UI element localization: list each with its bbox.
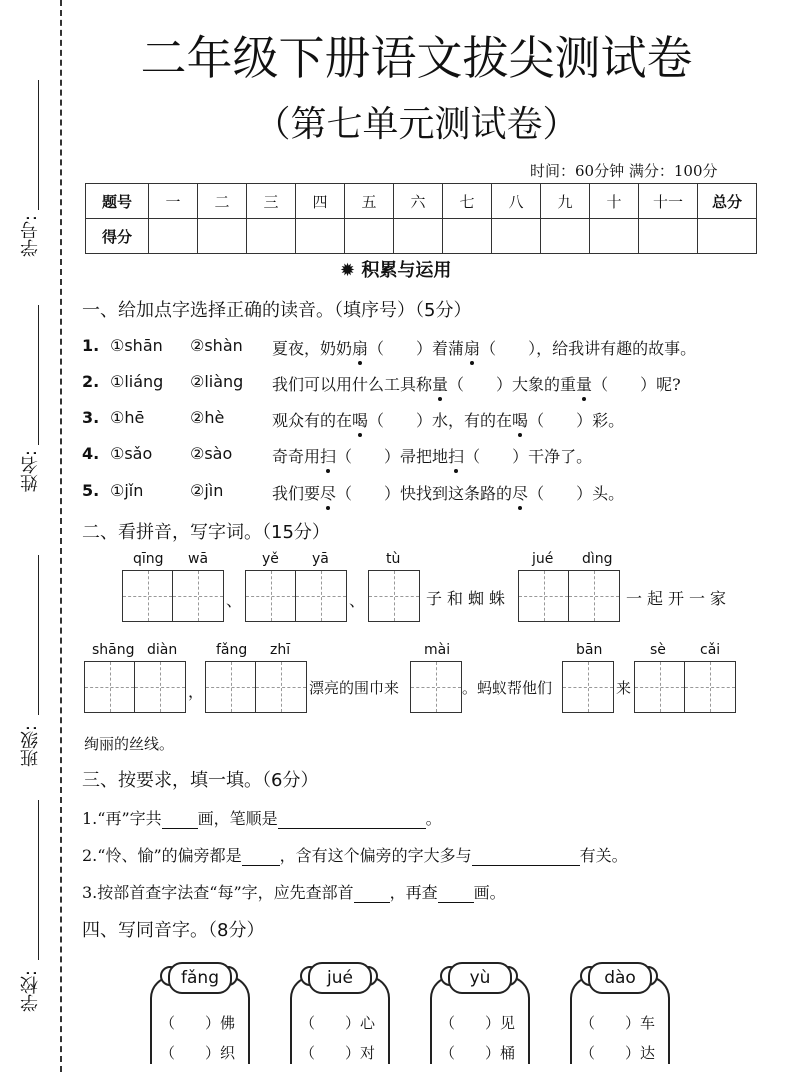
section-banner: ✹ 积累与运用 [340,260,452,281]
score-table-score-row [86,219,757,254]
q1-item: 4. ①sǎo ②sào 奇奇用扫（ ）帚把地扫（ ）干净了。 [82,444,593,466]
answer-blank[interactable] [242,849,280,866]
pinyin-label: tù [386,551,401,567]
class-line [38,555,39,715]
q3-line-1: 1.“再”字共 画，笔顺是 。 [82,809,442,828]
card-pinyin: fǎng [168,962,232,994]
pinyin-label: cǎi [700,642,721,658]
score-input[interactable] [492,219,541,254]
school-label: 学校: [20,970,41,1013]
score-input[interactable] [394,219,443,254]
score-cell: 九 [541,184,590,219]
writing-grid[interactable] [518,570,620,622]
score-cell: 七 [443,184,492,219]
answer-blank[interactable] [278,812,426,829]
binding-dashed-line [60,0,62,1072]
pinyin-label: fǎng [216,642,248,658]
separator: 、 [349,591,366,610]
score-input[interactable] [541,219,590,254]
pinyin-label: shāng [92,642,135,658]
writing-grid[interactable] [562,661,614,713]
pinyin-label: wā [188,551,209,567]
score-cell: 四 [296,184,345,219]
score-input[interactable] [198,219,247,254]
score-cell: 二 [198,184,247,219]
writing-grid[interactable] [634,661,736,713]
score-input[interactable] [639,219,698,254]
answer-blank[interactable] [438,886,474,903]
q2-text: 来 [616,679,632,697]
writing-grid[interactable] [122,570,224,622]
writing-grid[interactable] [368,570,420,622]
q2-text: 。蚂蚁帮他们 [462,679,553,697]
writing-grid[interactable] [84,661,186,713]
q1-heading: 一、给加点字选择正确的读音。（填序号）（5分） [82,300,472,321]
separator: ， [188,682,205,701]
q3-line-3: 3.按部首查字法查“每”字，应先查部首 ，再查 画。 [82,883,506,902]
pinyin-label: sè [650,642,666,658]
page-subtitle: （第七单元测试卷） [254,104,579,145]
score-input[interactable] [443,219,492,254]
score-input[interactable] [149,219,198,254]
q2-text: 一起开一家 [626,589,732,608]
score-input[interactable] [247,219,296,254]
score-cell: 一 [149,184,198,219]
writing-grid[interactable] [205,661,307,713]
pinyin-label: yā [312,551,329,567]
score-cell: 六 [394,184,443,219]
homophone-card: dào （ ）车 （ ）达 [570,962,670,1062]
homophone-card: yù （ ）见 （ ）桶 [430,962,530,1062]
school-line [38,800,39,960]
score-cell: 三 [247,184,296,219]
score-row-label: 得分 [86,219,149,254]
homophone-card: fǎng （ ）佛 （ ）织 [150,962,250,1062]
score-cell: 八 [492,184,541,219]
score-cell: 总分 [698,184,757,219]
card-pinyin: jué [308,962,372,994]
q2-text: 漂亮的围巾来 [309,679,400,697]
q2-heading: 二、看拼音，写字词。（15分） [82,522,330,543]
q3-line-2: 2.“怜、愉”的偏旁都是 ，含有这个偏旁的字大多与 有关。 [82,846,628,865]
answer-blank[interactable] [162,812,198,829]
pinyin-label: qīng [133,551,164,567]
name-line [38,305,39,445]
pinyin-label: mài [424,642,451,658]
homophone-card: jué （ ）心 （ ）对 [290,962,390,1062]
name-label: 姓名: [20,450,41,493]
q2-text: 绚丽的丝线。 [84,735,175,753]
writing-grid[interactable] [245,570,347,622]
pinyin-label: dìng [582,551,613,567]
pinyin-label: jué [532,551,554,567]
writing-grid[interactable] [410,661,462,713]
answer-blank[interactable] [354,886,390,903]
score-input[interactable] [590,219,639,254]
score-input[interactable] [345,219,394,254]
time-info: 时间：60分钟 满分：100分 [530,162,718,180]
class-label: 班级: [20,725,41,768]
card-pinyin: yù [448,962,512,994]
score-table-header-row [86,184,757,219]
student-id-label: 学号: [20,215,41,258]
separator: 、 [226,591,243,610]
score-cell: 十一 [639,184,698,219]
score-cell: 题号 [86,184,149,219]
score-cell: 十 [590,184,639,219]
score-input[interactable] [296,219,345,254]
q2-text: 子和蜘蛛 [426,589,511,608]
pinyin-label: yě [262,551,279,567]
score-cell: 五 [345,184,394,219]
card-pinyin: dào [588,962,652,994]
q1-item: 2. ①liáng ②liàng 我们可以用什么工具称量（ ）大象的重量（ ）呢? [82,372,681,394]
q4-heading: 四、写同音字。（8分） [82,920,265,941]
page-title: 二年级下册语文拔尖测试卷 [140,31,693,85]
q3-heading: 三、按要求，填一填。（6分） [82,770,319,791]
pinyin-label: bān [576,642,603,658]
q1-item: 1. ①shān ②shàn 夏夜，奶奶扇（ ）着蒲扇（ ），给我讲有趣的故事。 [82,336,697,358]
pinyin-label: diàn [147,642,178,658]
q1-item: 5. ①jǐn ②jìn 我们要尽（ ）快找到这条路的尽（ ）头。 [82,481,625,503]
pinyin-label: zhī [270,642,291,658]
q1-item: 3. ①hē ②hè 观众有的在喝（ ）水，有的在喝（ ）彩。 [82,408,625,430]
answer-blank[interactable] [472,849,580,866]
score-input[interactable] [698,219,757,254]
score-table [85,183,757,254]
sun-icon: ✹ [340,260,356,281]
